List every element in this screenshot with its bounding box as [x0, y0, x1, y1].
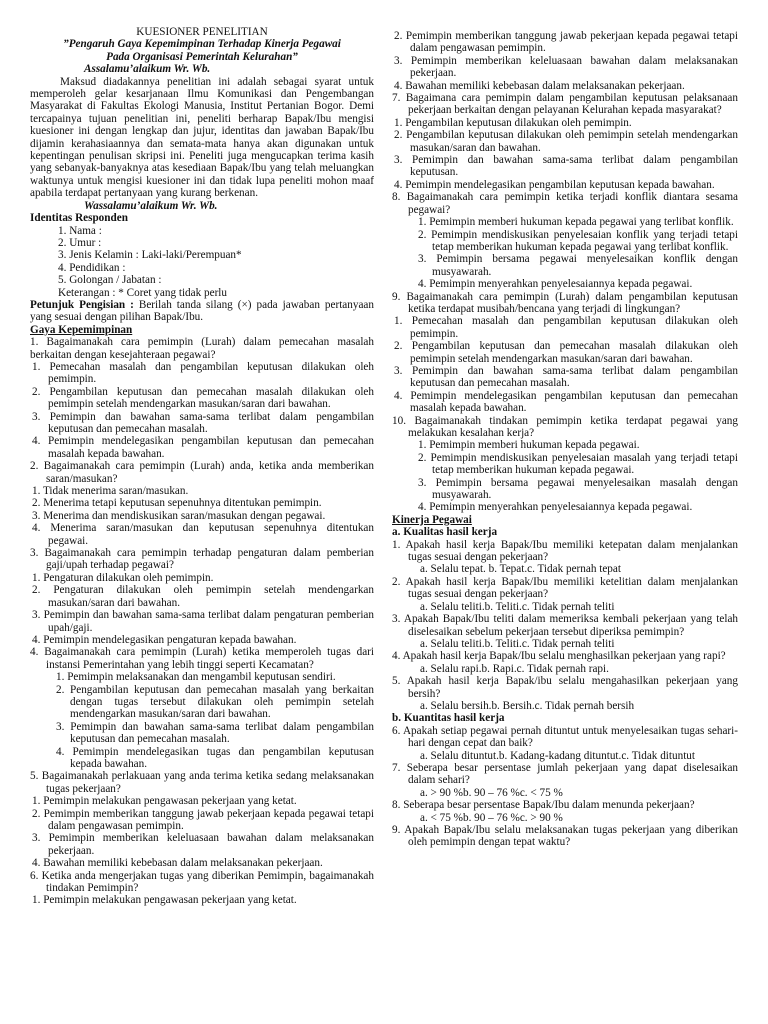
- field-name: 1. Nama :: [58, 224, 102, 237]
- kinerja-answer-6: a. Selalu dituntut.b. Kadang-kadang dituntut.c. Tidak dituntut: [420, 749, 695, 762]
- q3-option-2: 2. Pengaturan dilakukan oleh pemimpin setelah mendengarkan masukan/saran dari bawahan.: [32, 584, 374, 609]
- question-7: 7. Bagaimana cara pemimpin dalam pengambilan keputusan pelaksanaan pekerjaan berkaitan dengan pelayanan Kelurahan kepada masyarakat?: [392, 92, 738, 117]
- q3-option-3: 3. Pemimpin dan bawahan sama-sama terlibat dalam pengaturan pemberian upah/gaji.: [32, 609, 374, 634]
- section-kinerja-pegawai: Kinerja Pegawai: [392, 513, 472, 526]
- kinerja-question-4: 4. Apakah hasil kerja Bapak/Ibu selalu menghasilkan pekerjaan yang rapi?: [392, 650, 726, 663]
- q4-option-4: 4. Pemimpin mendelegasikan tugas dan pengambilan keputusan kepada bawahan.: [56, 745, 374, 770]
- intro-paragraph: Maksud diadakannya penelitian ini adalah sebagai syarat untuk memperoleh gelar kesarjanaan Ilmu Komunikasi dan Pengembangan Masyarakat di Fakultas Ekologi Manusia, Institut Pertanian Bogor. Demi tercapainya tujuan penelitian ini, peneliti berharap Bapak/Ibu mengisi kuesioner ini dengan lengkap dan jujur, identitas dan jawaban Bapak/Ibu dijamin kerahasiaannya dan semata-mata hanya akan digunakan untuk kepentingan penulisan skripsi ini. Peneliti juga mengucapkan terima kasih yang sebanyak-banyaknya atas kesediaan Bapak/Ibu yang telah meluangkan waktunya untuk mengisi kuesioner ini dan tidak lupa peneliti mohon maaf apabila terdapat pertanyaan yang kurang berkenan.: [30, 75, 374, 200]
- q6-option-2: 2. Pemimpin memberikan tanggung jawab pekerjaan kepada pegawai tetapi dalam pengawasan pemimpin.: [394, 30, 738, 55]
- q5-option-2: 2. Pemimpin memberikan tanggung jawab pekerjaan kepada pegawai tetapi dalam pengawasan pemimpin.: [32, 807, 374, 832]
- q9-option-2: 2. Pengambilan keputusan dan pemecahan masalah dilakukan oleh pemimpin setelah mendengarkan masukan/saran dari bawahan.: [394, 340, 738, 365]
- kinerja-answer-7: a. > 90 %b. 90 – 76 %c. < 75 %: [420, 786, 563, 799]
- q5-option-1: 1. Pemimpin melakukan pengawasan pekerjaan yang ketat.: [32, 795, 297, 808]
- q9-option-1: 1. Pemecahan masalah dan pengambilan keputusan dilakukan oleh pemimpin.: [394, 315, 738, 340]
- q2-option-3: 3. Menerima dan mendiskusikan saran/masukan dengan pegawai.: [32, 509, 326, 522]
- kinerja-question-1: 1. Apakah hasil kerja Bapak/Ibu memiliki ketepatan dalam menjalankan tugas sesuai dengan pekerjaan?: [392, 538, 738, 564]
- q7-option-2: 2. Pengambilan keputusan dilakukan oleh pemimpin setelah mendengarkan masukan/saran dan bawahan.: [394, 129, 738, 154]
- kinerja-answer-4: a. Selalu rapi.b. Rapi.c. Tidak pernah rapi.: [420, 662, 609, 675]
- kinerja-answer-8: a. < 75 %b. 90 – 76 %c. > 90 %: [420, 811, 563, 824]
- q6-option-4: 4. Bawahan memiliki kebebasan dalam melaksanakan pekerjaan.: [394, 79, 685, 92]
- q10-option-3: 3. Pemimpin bersama pegawai menyelesaikan masalah dengan musyawarah.: [418, 476, 738, 502]
- q4-option-2: 2. Pengambilan keputusan dan pemecahan masalah yang berkaitan dengan tugas tersebut dilakukan oleh pemimpin setelah mendengarkan masukan/saran dari bawahan.: [56, 683, 374, 721]
- q4-option-1: 1. Pemimpin melaksanakan dan mengambil keputusan sendiri.: [56, 671, 336, 684]
- kinerja-question-7: 7. Seberapa besar persentase jumlah pekerjaan yang dapat diselesaikan dalam sehari?: [392, 761, 738, 787]
- q6-option-3: 3. Pemimpin memberikan keleluasaan bawahan dalam melaksanakan pekerjaan.: [394, 54, 738, 80]
- kinerja-answer-2: a. Selalu teliti.b. Teliti.c. Tidak pernah teliti: [420, 600, 615, 613]
- q8-option-2: 2. Pemimpin mendiskusikan penyelesaian konflik yang terjadi tetapi tetap memberikan hukuman kepada pegawai yang terlibat konflik.: [418, 228, 738, 253]
- q3-option-1: 1. Pengaturan dilakukan oleh pemimpin.: [32, 571, 214, 584]
- q1-option-4: 4. Pemimpin mendelegasikan pengambilan keputusan dan pemecahan masalah kepada bawahan.: [32, 435, 374, 460]
- question-1: 1. Bagaimanakah cara pemimpin (Lurah) dalam pemecahan masalah berkaitan dengan kesejahteraan pegawai?: [30, 336, 374, 361]
- instruction-label: Petunjuk Pengisian :: [30, 298, 134, 311]
- q5-option-3: 3. Pemimpin memberikan keleluasaan bawahan dalam melaksanakan pekerjaan.: [32, 832, 374, 857]
- q10-option-2: 2. Pemimpin mendiskusikan penyelesaian masalah yang terjadi tetapi tetap memberikan hukuman kepada pegawai.: [418, 451, 738, 477]
- q10-option-4: 4. Pemimpin menyerahkan penyelesaiannya kepada pegawai.: [418, 501, 693, 514]
- q9-option-3: 3. Pemimpin dan bawahan sama-sama terlibat dalam pengambilan keputusan dan pemecahan masalah.: [394, 364, 738, 390]
- greeting: Assalamu’alaikum Wr. Wb.: [84, 63, 211, 76]
- field-education: 4. Pendidikan :: [58, 261, 126, 274]
- question-3: 3. Bagaimanakah cara pemimpin terhadap pengaturan dalam pemberian gaji/upah terhadap pegawai?: [30, 547, 374, 572]
- subsection-kuantitas: b. Kuantitas hasil kerja: [392, 712, 505, 725]
- closing: Wassalamu’alaikum Wr. Wb.: [84, 199, 218, 212]
- field-age: 2. Umur :: [58, 236, 102, 249]
- right-column: [392, 30, 738, 849]
- doc-title: KUESIONER PENELITIAN: [136, 26, 268, 38]
- q9-option-4: 4. Pemimpin mendelegasikan pengambilan keputusan dan pemecahan masalah kepada bawahan.: [394, 389, 738, 415]
- q1-option-3: 3. Pemimpin dan bawahan sama-sama terlibat dalam pengambilan keputusan dan pemecahan masalah.: [32, 410, 374, 435]
- q1-option-2: 2. Pengambilan keputusan dan pemecahan masalah dilakukan oleh pemimpin setelah mendengarkan masukan/saran dari bawahan.: [32, 385, 374, 411]
- doc-subtitle-line2: Pada Organisasi Pemerintah Kelurahan”: [106, 50, 298, 63]
- q2-option-4: 4. Menerima saran/masukan dan keputusan sepenuhnya ditentukan pegawai.: [32, 522, 374, 547]
- q2-option-1: 1. Tidak menerima saran/masukan.: [32, 485, 189, 498]
- question-5: 5. Bagaimanakah perlakuaan yang anda terima ketika sedang melaksanakan tugas pekerjaan?: [30, 770, 374, 795]
- kinerja-question-8: 8. Seberapa besar persentase Bapak/Ibu dalam menunda pekerjaan?: [392, 799, 695, 812]
- kinerja-question-6: 6. Apakah setiap pegawai pernah dituntut untuk menyelesaikan tugas sehari-hari dengan cepat dan baik?: [392, 724, 738, 750]
- q2-option-2: 2. Menerima tetapi keputusan sepenuhnya ditentukan pemimpin.: [32, 497, 322, 510]
- kinerja-answer-3: a. Selalu teliti.b. Teliti.c. Tidak pernah teliti: [420, 637, 615, 650]
- kinerja-question-9: 9. Apakah Bapak/Ibu selalu melaksanakan tugas pekerjaan yang diberikan oleh pemimpin dengan tepat waktu?: [392, 824, 738, 849]
- left-column: [30, 26, 374, 907]
- q4-option-3: 3. Pemimpin dan bawahan sama-sama terlibat dalam pengambilan keputusan dan pemecahan masalah.: [56, 720, 374, 746]
- q7-option-1: 1. Pengambilan keputusan dilakukan oleh pemimpin.: [394, 116, 632, 129]
- q8-option-4: 4. Pemimpin menyerahkan penyelesaiannya kepada pegawai.: [418, 278, 693, 291]
- question-10: 10. Bagaimanakah tindakan pemimpin ketika terdapat pegawai yang melakukan kesalahan kerja?: [392, 414, 738, 439]
- section-gaya-kepemimpinan: Gaya Kepemimpinan: [30, 323, 133, 336]
- q8-option-3: 3. Pemimpin bersama pegawai menyelesaikan konflik dengan musyawarah.: [418, 253, 738, 278]
- subsection-kualitas: a. Kualitas hasil kerja: [392, 526, 498, 539]
- identity-heading: Identitas Responden: [30, 212, 128, 225]
- kinerja-question-5: 5. Apakah hasil kerja Bapak/ibu selalu mengahasilkan pekerjaan yang bersih?: [392, 675, 738, 700]
- q10-option-1: 1. Pemimpin memberi hukuman kepada pegawai.: [418, 439, 640, 452]
- instructions: [30, 299, 374, 324]
- question-2: 2. Bagaimanakah cara pemimpin (Lurah) anda, ketika anda memberikan saran/masukan?: [30, 460, 374, 485]
- q7-option-3: 3. Pemimpin dan bawahan sama-sama terlibat dalam pengambilan keputusan.: [394, 154, 738, 179]
- kinerja-question-3: 3. Apakah Bapak/Ibu teliti dalam memeriksa kembali pekerjaan yang telah diselesaikan sebelum pekerjaan tersebut diperiksa pemimpin?: [392, 613, 738, 638]
- question-4: 4. Bagaimanakah cara pemimpin (Lurah) ketika memperoleh tugas dari instansi Pemerintahan yang lebih tinggi seperti Kecamatan?: [30, 646, 374, 671]
- question-6: 6. Ketika anda mengerjakan tugas yang diberikan Pemimpin, bagaimanakah tindakan Pemimpin?: [30, 869, 374, 895]
- q1-option-1: 1. Pemecahan masalah dan pengambilan keputusan dilakukan oleh pemimpin.: [32, 360, 374, 386]
- question-8: 8. Bagaimanakah cara pemimpin ketika terjadi konflik diantara sesama pegawai?: [392, 191, 738, 216]
- field-gender: 3. Jenis Kelamin : Laki-laki/Perempuan*: [58, 249, 242, 262]
- q8-option-1: 1. Pemimpin memberi hukuman kepada pegawai yang terlibat konflik.: [418, 216, 734, 229]
- field-position: 5. Golongan / Jabatan :: [58, 274, 162, 287]
- kinerja-question-2: 2. Apakah hasil kerja Bapak/Ibu memiliki ketelitian dalam menjalankan tugas sesuai dengan pekerjaan?: [392, 575, 738, 601]
- field-note: Keterangan : * Coret yang tidak perlu: [58, 286, 227, 299]
- question-9: 9. Bagaimanakah cara pemimpin (Lurah) dalam pengambilan keputusan ketika terdapat musibah/bencana yang terjadi di lingkungan?: [392, 290, 738, 315]
- kinerja-answer-1: a. Selalu tepat. b. Tepat.c. Tidak pernah tepat: [420, 563, 621, 576]
- q7-option-4: 4. Pemimpin mendelegasikan pengambilan keputusan kepada bawahan.: [394, 178, 715, 191]
- instruction-text: Berilah tanda silang (×) pada jawaban pertanyaan yang sesuai dengan pilihan Bapak/Ibu.: [30, 298, 374, 324]
- kinerja-answer-5: a. Selalu bersih.b. Bersih.c. Tidak pernah bersih: [420, 699, 635, 712]
- q3-option-4: 4. Pemimpin mendelegasikan pengaturan kepada bawahan.: [32, 633, 297, 646]
- q5-option-4: 4. Bawahan memiliki kebebasan dalam melaksanakan pekerjaan.: [32, 857, 323, 870]
- doc-subtitle-line1: ”Pengaruh Gaya Kepemimpinan Terhadap Kinerja Pegawai: [63, 38, 341, 51]
- q6-option-1: 1. Pemimpin melakukan pengawasan pekerjaan yang ketat.: [32, 894, 297, 907]
